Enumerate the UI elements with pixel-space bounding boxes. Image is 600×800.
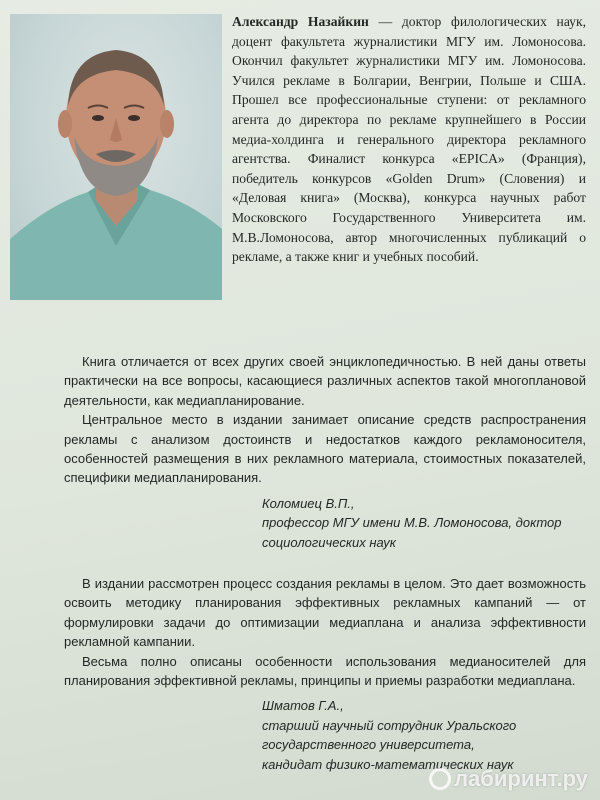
review2-signature-title-line2: государственного университета,: [262, 737, 475, 753]
review-kolomiets: [64, 352, 586, 552]
review-shmatov: [64, 574, 586, 774]
review2-signature-title-line3: кандидат физико-математических наук: [262, 756, 514, 772]
review2-signature: [262, 696, 586, 774]
review1-signature-title: профессор МГУ имени М.В. Ломоносова, доктор социологических наук: [262, 515, 562, 550]
review1-signature-name: Коломиец В.П.,: [262, 495, 355, 511]
watermark-text: лабиринт.ру: [454, 766, 588, 791]
author-name: Александр Назайкин: [232, 14, 369, 29]
review2-paragraph2: Весьма полно описаны особенности использования медианосителей для планирования эффективной рекламы, принципы и приемы разработки медиаплана.: [64, 653, 586, 689]
review1-paragraph1: Книга отличается от всех других своей энциклопедичностью. В ней даны ответы практически на все вопросы, касающиеся различных аспектов такой многоплановой деятельности, как медиапланирование.: [64, 354, 586, 408]
labirint-logo-icon: [429, 768, 451, 790]
review1-paragraph2: Центральное место в издании занимает описание средств распространения рекламы с анализом достоинств и недостатков каждого рекламоносителя, особенностей размещения в них рекламного материала, стоимостных показателей, специфики медиапланирования.: [64, 412, 586, 486]
review2-signature-name: Шматов Г.А.,: [262, 698, 344, 714]
review1-signature: [262, 494, 586, 552]
author-bio-text: — доктор филологических наук, доцент факультета журналистики МГУ им. Ломоносова. Окончил факультет журналистики МГУ им. Ломоносова. Учился рекламе в Болгарии, Венгрии, Польше и США. Прошел все профессиональные ступени: от рекламного агента до директора по рекламе крупнейшего в России медиа-холдинга и генерального директора рекламного агентства. Финалист конкурса «EPICA» (Франция), победитель конкурсов «Golden Drum» (Словения) и «Деловая книга» (Москва), конкурса научных работ Московского Государственного Университета им. М.В.Ломоносова, автор многочисленных публикаций о рекламе, а также книг и учебных пособий.: [232, 14, 586, 265]
author-portrait-illustration: [10, 14, 222, 300]
author-photo: [10, 14, 222, 300]
watermark: [429, 766, 588, 792]
review2-signature-title-line1: старший научный сотрудник Уральского: [262, 717, 517, 733]
author-bio: [232, 12, 586, 267]
review2-paragraph1: В издании рассмотрен процесс создания рекламы в целом. Это дает возможность освоить методику планирования эффективных рекламных кампаний — от формулировки задачи до оптимизации медиаплана и анализа эффективности рекламной кампании.: [64, 576, 586, 650]
